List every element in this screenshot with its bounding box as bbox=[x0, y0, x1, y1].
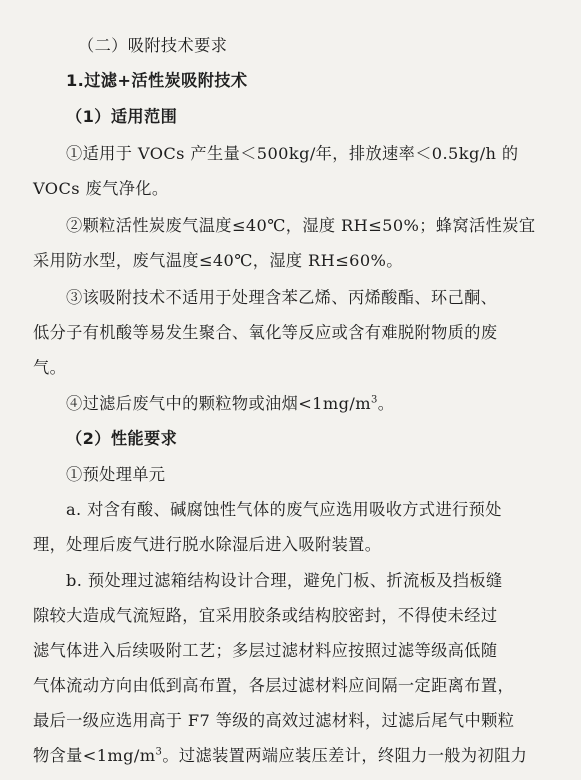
sub-heading-filter-adsorption: 1.过滤+活性炭吸附技术 bbox=[66, 71, 248, 90]
superscript: 3 bbox=[155, 746, 163, 758]
item-b-line-6 bbox=[33, 745, 527, 767]
paragraph-1-line-1: ①适用于 VOCs 产生量＜500kg/年，排放速率＜0.5kg/h 的 bbox=[66, 144, 519, 163]
heading-scope: （1）适用范围 bbox=[66, 107, 178, 126]
paragraph-2-line-2: 采用防水型，废气温度≤40℃，湿度 RH≤60%。 bbox=[33, 251, 403, 270]
paragraph-3-line-2: 低分子有机酸等易发生聚合、氧化等反应或含有难脱附物质的废 bbox=[33, 323, 498, 342]
item-b-line-4: 气体流动方向由低到高布置，各层过滤材料应间隔一定距离布置， bbox=[33, 676, 515, 695]
item-b-line-3: 滤气体进入后续吸附工艺；多层过滤材料应按照过滤等级高低随 bbox=[33, 641, 498, 660]
paragraph-3-line-1: ③该吸附技术不适用于处理含苯乙烯、丙烯酸酯、环己酮、 bbox=[66, 288, 498, 307]
paragraph-4 bbox=[66, 393, 394, 415]
paragraph-2-line-1: ②颗粒活性炭废气温度≤40℃，湿度 RH≤50%；蜂窝活性炭宜 bbox=[66, 216, 536, 235]
item-b-line-6-text: 物含量<1mg/m bbox=[33, 746, 156, 765]
item-b-line-6-end: 。过滤装置两端应装压差计，终阻力一般为初阻力 bbox=[162, 746, 528, 765]
paragraph-1-line-2: VOCs 废气净化。 bbox=[33, 179, 169, 198]
superscript: 3 bbox=[371, 394, 378, 406]
paragraph-4-end: 。 bbox=[377, 394, 395, 413]
item-b-line-5: 最后一级应选用高于 F7 等级的高效过滤材料，过滤后尾气中颗粒 bbox=[33, 711, 515, 730]
item-b-line-2: 隙较大造成气流短路，宜采用胶条或结构胶密封，不得使未经过 bbox=[33, 606, 498, 625]
item-a-line-1: a. 对含有酸、碱腐蚀性气体的废气应选用吸收方式进行预处 bbox=[66, 500, 502, 519]
item-a-line-2: 理，处理后废气进行脱水除湿后进入吸附装置。 bbox=[33, 535, 382, 554]
paragraph-4-text: ④过滤后废气中的颗粒物或油烟<1mg/m bbox=[66, 394, 372, 413]
pretreatment-unit-title: ①预处理单元 bbox=[66, 465, 166, 484]
item-b-line-1: b. 预处理过滤箱结构设计合理，避免门板、折流板及挡板缝 bbox=[66, 571, 503, 590]
paragraph-3-line-3: 气。 bbox=[33, 358, 67, 377]
heading-performance: （2）性能要求 bbox=[66, 429, 178, 448]
section-heading: （二）吸附技术要求 bbox=[78, 36, 228, 55]
